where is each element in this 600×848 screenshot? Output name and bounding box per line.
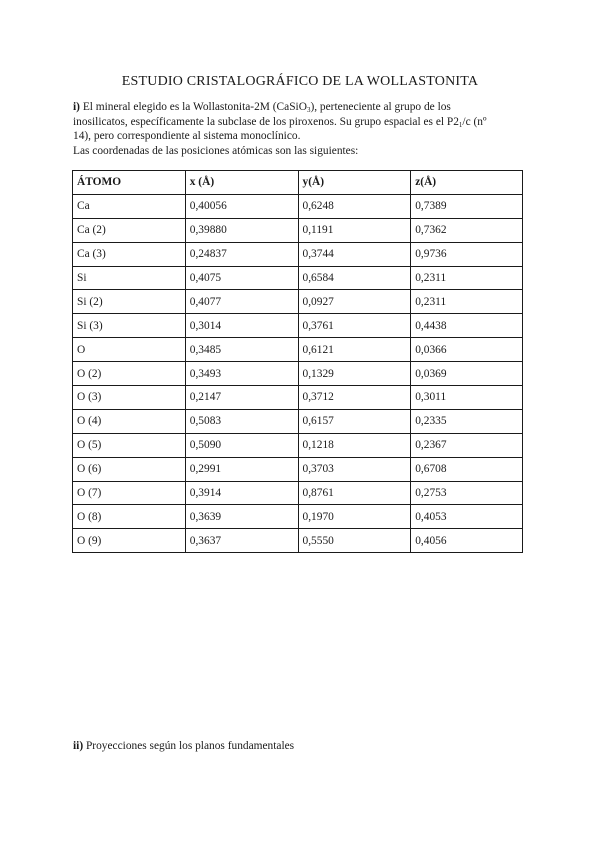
- cell-y: 0,3712: [298, 386, 411, 410]
- table-row: [73, 457, 523, 481]
- cell-y: 0,6157: [298, 409, 411, 433]
- header-z: z(Å): [411, 171, 523, 195]
- cell-z: 0,6708: [411, 457, 523, 481]
- table-row: [73, 409, 523, 433]
- intro-line-2: inosilicatos, específicamente la subclase de los piroxenos. Su grupo espacial es el P2: [73, 115, 459, 128]
- cell-atom: O (9): [73, 529, 186, 553]
- cell-y: 0,6121: [298, 338, 411, 362]
- cell-x: 0,24837: [185, 242, 298, 266]
- table-row: [73, 314, 523, 338]
- cell-y: 0,5550: [298, 529, 411, 553]
- cell-z: 0,2367: [411, 433, 523, 457]
- table-row: [73, 194, 523, 218]
- cell-x: 0,4077: [185, 290, 298, 314]
- table-header-row: [73, 171, 523, 195]
- cell-y: 0,0927: [298, 290, 411, 314]
- intro-line-3: 14), pero correspondiente al sistema monoclínico.: [73, 130, 301, 143]
- section-1-intro: [73, 100, 533, 158]
- cell-x: 0,3637: [185, 529, 298, 553]
- table-row: [73, 481, 523, 505]
- cell-y: 0,1970: [298, 505, 411, 529]
- cell-z: 0,3011: [411, 386, 523, 410]
- section-2-text: Proyecciones según los planos fundamentales: [83, 740, 295, 752]
- table-row: [73, 290, 523, 314]
- cell-y: 0,6248: [298, 194, 411, 218]
- space-group-subscript: 1: [458, 120, 463, 129]
- cell-z: 0,4438: [411, 314, 523, 338]
- cell-y: 0,1191: [298, 218, 411, 242]
- cell-z: 0,0369: [411, 362, 523, 386]
- cell-z: 0,7389: [411, 194, 523, 218]
- table-body: [73, 194, 523, 552]
- cell-y: 0,8761: [298, 481, 411, 505]
- cell-z: 0,0366: [411, 338, 523, 362]
- cell-atom: O (5): [73, 433, 186, 457]
- section-2-heading: [73, 740, 294, 752]
- header-x: x (Å): [185, 171, 298, 195]
- table-row: [73, 386, 523, 410]
- intro-paragraph: [73, 100, 533, 158]
- cell-z: 0,2311: [411, 290, 523, 314]
- cell-x: 0,5083: [185, 409, 298, 433]
- header-atom: ÁTOMO: [73, 171, 186, 195]
- cell-x: 0,3639: [185, 505, 298, 529]
- table-row: [73, 362, 523, 386]
- cell-atom: Ca (3): [73, 242, 186, 266]
- table-row: [73, 505, 523, 529]
- cell-x: 0,3914: [185, 481, 298, 505]
- intro-line-1-end: ), perteneciente al grupo de los: [310, 101, 451, 113]
- table-row: [73, 266, 523, 290]
- cell-atom: O (7): [73, 481, 186, 505]
- intro-line-2-end: /c (nº: [462, 115, 487, 128]
- cell-z: 0,4053: [411, 505, 523, 529]
- table-row: [73, 338, 523, 362]
- cell-x: 0,39880: [185, 218, 298, 242]
- cell-atom: O (4): [73, 409, 186, 433]
- cell-z: 0,7362: [411, 218, 523, 242]
- cell-x: 0,40056: [185, 194, 298, 218]
- formula-subscript: 3: [306, 106, 311, 114]
- cell-y: 0,6584: [298, 266, 411, 290]
- document-title: ESTUDIO CRISTALOGRÁFICO DE LA WOLLASTONITA: [121, 74, 479, 89]
- cell-x: 0,3485: [185, 338, 298, 362]
- cell-atom: Ca (2): [73, 218, 186, 242]
- cell-x: 0,2147: [185, 386, 298, 410]
- cell-z: 0,2311: [411, 266, 523, 290]
- cell-atom: O (8): [73, 505, 186, 529]
- cell-atom: O (6): [73, 457, 186, 481]
- cell-y: 0,1329: [298, 362, 411, 386]
- cell-atom: O (3): [73, 386, 186, 410]
- cell-y: 0,3761: [298, 314, 411, 338]
- intro-line-1: El mineral elegido es la Wollastonita-2M (CaSiO: [79, 101, 307, 113]
- cell-x: 0,3493: [185, 362, 298, 386]
- table-row: [73, 433, 523, 457]
- cell-z: 0,2335: [411, 409, 523, 433]
- cell-y: 0,3744: [298, 242, 411, 266]
- cell-x: 0,2991: [185, 457, 298, 481]
- cell-atom: Si: [73, 266, 186, 290]
- cell-atom: O: [73, 338, 186, 362]
- header-y: y(Å): [298, 171, 411, 195]
- cell-y: 0,1218: [298, 433, 411, 457]
- cell-atom: Si (2): [73, 290, 186, 314]
- cell-atom: Ca: [73, 194, 186, 218]
- cell-z: 0,2753: [411, 481, 523, 505]
- table-row: [73, 242, 523, 266]
- table-row: [73, 529, 523, 553]
- intro-line-4: Las coordenadas de las posiciones atómicas son las siguientes:: [73, 144, 359, 157]
- table-row: [73, 218, 523, 242]
- cell-x: 0,3014: [185, 314, 298, 338]
- cell-x: 0,5090: [185, 433, 298, 457]
- cell-atom: O (2): [73, 362, 186, 386]
- section-2-marker: ii): [73, 740, 84, 752]
- cell-y: 0,3703: [298, 457, 411, 481]
- cell-z: 0,4056: [411, 529, 523, 553]
- section-1-marker: i): [73, 101, 80, 113]
- cell-z: 0,9736: [411, 242, 523, 266]
- cell-x: 0,4075: [185, 266, 298, 290]
- cell-atom: Si (3): [73, 314, 186, 338]
- atomic-coordinates-table: [72, 170, 523, 553]
